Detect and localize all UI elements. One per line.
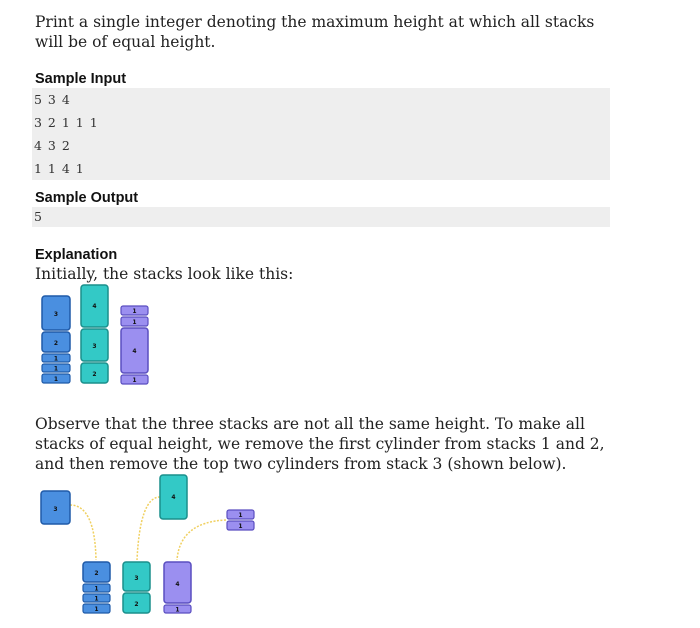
cylinder-label: 1 (238, 512, 243, 519)
cylinder-label: 3 (92, 343, 97, 350)
cylinder-label: 1 (132, 377, 137, 384)
sample-input-line: 3 2 1 1 1 (34, 115, 99, 130)
cylinder-label: 1 (94, 585, 99, 593)
sample-input-line: 4 3 2 (34, 138, 71, 153)
cylinder-label: 1 (94, 595, 99, 603)
cylinder-label: 4 (92, 303, 97, 310)
output-description: Print a single integer denoting the maximum height at which all stacks will be of equal height. (35, 13, 595, 51)
stack-1 (42, 296, 70, 383)
removal-arrow (70, 505, 96, 560)
cylinder-label: 4 (132, 348, 137, 355)
stack-3 (121, 306, 148, 384)
explanation-paragraph: Observe that the three stacks are not all the same height. To make all stacks of equal height, we remove the first cylinder from stacks 1 and 2, and then remove the top two cylinders from stack 3 (shown below). (35, 415, 605, 473)
sample-input-line: 5 3 4 (34, 92, 71, 107)
cylinder-label: 3 (134, 575, 139, 582)
cylinder-label: 2 (94, 570, 99, 577)
removal-arrow (137, 497, 160, 560)
stack-2-remaining (123, 562, 150, 613)
cylinder-label: 1 (53, 355, 59, 363)
figure-initial-stacks (42, 285, 148, 384)
cylinder-label: 1 (94, 606, 99, 613)
cylinder-label: 1 (53, 365, 59, 373)
cylinder-label: 3 (53, 311, 59, 318)
sample-output-line: 5 (34, 209, 43, 224)
cylinder-label: 1 (132, 319, 137, 326)
explanation-heading: Explanation (35, 247, 118, 263)
cylinder-label: 2 (53, 340, 59, 347)
stack-1-remaining (83, 562, 110, 613)
sample-input-heading: Sample Input (35, 71, 127, 87)
cylinder-label: 2 (134, 601, 139, 608)
cylinder-label: 2 (92, 371, 97, 378)
sample-output-heading: Sample Output (35, 190, 139, 206)
cylinder-label: 1 (175, 606, 180, 614)
stack-2 (81, 285, 108, 383)
explanation-line1: Initially, the stacks look like this: (35, 265, 294, 283)
cylinder-label: 1 (238, 523, 243, 530)
stack-3-remaining (164, 562, 191, 614)
cylinder-label: 3 (53, 506, 58, 513)
cylinder-label: 4 (171, 494, 176, 501)
cylinder-label: 4 (175, 581, 180, 588)
cylinder-label: 1 (132, 308, 137, 315)
figure-after-removal (41, 475, 254, 614)
cylinder-label: 1 (53, 376, 59, 383)
removal-arrow (177, 520, 226, 560)
sample-input-line: 1 1 4 1 (34, 161, 85, 176)
